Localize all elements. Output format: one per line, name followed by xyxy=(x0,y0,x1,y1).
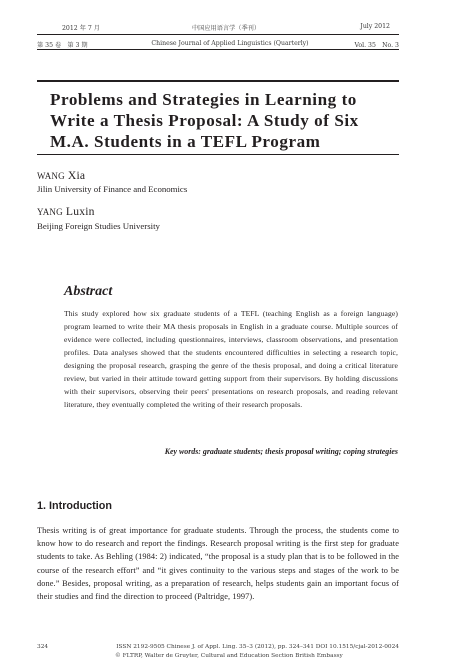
author-1-affiliation: Jilin University of Finance and Economics xyxy=(37,184,188,194)
introduction-body: Thesis writing is of great importance for graduate students. Through the process, the students come to know how to do research and report the findings. Research proposal writing is the first step for graduate students to take. As Behling (1984: 2) indicated, “the proposal is a study plan that is to be followed in the course of the research effort” and “it gives continuity to the various steps and stages of the work to be done.” Besides, proposal writing, as a preparation of research, helps students gain an important focus of their studies and find the direction to proceed (Paltridge, 1997). xyxy=(37,526,399,602)
author-2-affiliation: Beijing Foreign Studies University xyxy=(37,221,160,231)
title-rule-bottom xyxy=(37,154,399,155)
author-1-given: Xia xyxy=(67,169,86,182)
author-1-surname: WANG xyxy=(37,171,65,181)
header-volume-en: Vol. 35 No. 3 xyxy=(354,42,399,49)
abstract-heading: Abstract xyxy=(64,284,113,299)
section-heading-introduction: 1. Introduction xyxy=(37,500,112,512)
page-number: 324 xyxy=(37,644,49,650)
header-date-en: July 2012 xyxy=(360,23,390,30)
keywords: Key words: graduate students; thesis proposal writing; coping strategies xyxy=(164,447,398,456)
header-volume-cn: 第 35 卷 第 3 期 xyxy=(37,42,88,49)
footer-citation: ISSN 2192-9505 Chinese J. of Appl. Ling. 35–3 (2012), pp. 324–341 DOI 10.1515/cjal-2012-0024 xyxy=(116,644,399,650)
header-rule-thin xyxy=(37,34,399,35)
abstract-body: This study explored how six graduate students of a TEFL (teaching English as a foreign language) program learned to write their MA thesis proposals in English in a graduate course. Multiple sources of evidence were collected, including questionnaires, interviews, classroom observations, and presentation profiles. Data analyses showed that the students encountered difficulties in selecting a research topic, designing the proposal research, grasping the genre of the thesis proposal, and doing a critical literature review, but varied in their attitude toward getting support from their supervisors. By holding discussions with their supervisors, observing their peers' presentations on research proposals, and reading relevant literature, they eventually completed the writing of their research proposals. xyxy=(64,309,398,409)
paper-title: Problems and Strategies in Learning to Write a Thesis Proposal: A Study of Six M.A. Students in a TEFL Program xyxy=(50,90,359,151)
author-2-surname: YANG xyxy=(37,207,63,217)
author-2-given: Luxin xyxy=(65,205,95,218)
author-1 xyxy=(37,169,85,182)
author-2 xyxy=(37,205,95,218)
header-journal-cn: 中国应用语言学（季刊） xyxy=(191,25,261,32)
header-journal-en: Chinese Journal of Applied Linguistics (Quarterly) xyxy=(151,40,309,47)
header-rule-bottom xyxy=(37,49,399,50)
footer-copyright: © FLTRP, Walter de Gruyter, Cultural and Education Section British Embassy xyxy=(115,653,343,659)
title-rule-top xyxy=(37,80,399,82)
header-date-cn: 2012 年 7 月 xyxy=(62,25,100,32)
